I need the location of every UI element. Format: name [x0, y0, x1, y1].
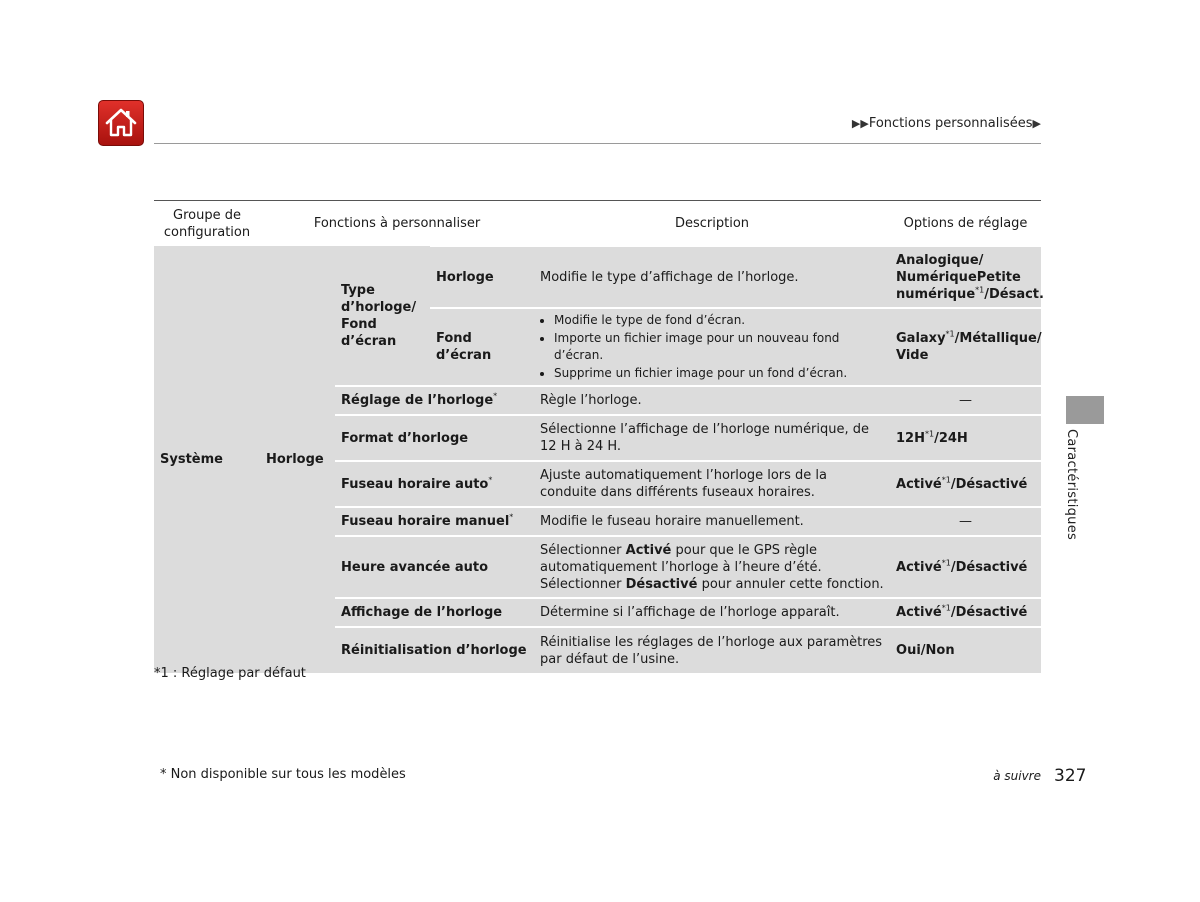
table-header-row	[154, 201, 1041, 247]
breadcrumb-arrow-icon: ▶	[1032, 117, 1041, 130]
setting-options: Galaxy$^{*1}$/Métallique/ Vide	[890, 308, 1041, 386]
continued-label: à suivre	[993, 769, 1041, 783]
setting-description: Règle l’horloge.	[534, 386, 890, 415]
breadcrumb[interactable]	[800, 116, 1041, 131]
setting-name: Affichage de l’horloge	[335, 598, 534, 627]
header-divider	[154, 143, 1041, 144]
home-button[interactable]	[98, 100, 144, 146]
list-item: • Supprime un fichier image pour un fond d’écran.	[554, 365, 884, 383]
setting-description	[534, 308, 890, 386]
setting-options: —	[890, 386, 1041, 415]
setting-options: Analogique/ NumériquePetite numérique$^{*1}$/Désact.	[890, 246, 1041, 308]
setting-description: Réinitialise les réglages de l’horloge aux paramètres par défaut de l’usine.	[534, 627, 890, 673]
setting-name: Réinitialisation d’horloge	[335, 627, 534, 673]
settings-table	[154, 200, 1044, 673]
setting-description: Modifie le type d’affichage de l’horloge.	[534, 246, 890, 308]
list-item: • Modifie le type de fond d’écran.	[554, 312, 884, 330]
setting-options: Activé$^{*1}$/Désactivé	[890, 536, 1041, 598]
setting-name: Réglage de l’horloge*	[335, 386, 534, 415]
setting-name: Format d’horloge	[335, 415, 534, 461]
setting-description: Sélectionne l’affichage de l’horloge numérique, de 12 H à 24 H.	[534, 415, 890, 461]
bullet-list	[540, 312, 884, 382]
setting-options: —	[890, 507, 1041, 536]
side-tab-marker[interactable]	[1066, 396, 1104, 424]
footnote-availability: * Non disponible sur tous les modèles	[160, 767, 406, 782]
header-group: Groupe de configuration	[154, 201, 260, 247]
setting-description: Sélectionner Activé pour que le GPS règle automatiquement l’horloge à l’heure d’été. Sélectionner Désactivé pour annuler cette fonction.	[534, 536, 890, 598]
side-tab-label[interactable]: Caractéristiques	[1064, 429, 1079, 541]
footnote-default: *1 : Réglage par défaut	[154, 666, 306, 681]
group-horloge: Horloge	[260, 246, 335, 673]
setting-description: Détermine si l’affichage de l’horloge apparaît.	[534, 598, 890, 627]
setting-name: Fond d’écran	[430, 308, 534, 386]
subgroup-type-horloge: Type d’horloge/ Fond d’écran	[335, 246, 430, 386]
setting-description: Modifie le fuseau horaire manuellement.	[534, 507, 890, 536]
group-systeme: Système	[154, 246, 260, 673]
setting-options: Activé$^{*1}$/Désactivé	[890, 598, 1041, 627]
table-row	[154, 246, 1041, 308]
list-item: • Importe un fichier image pour un nouveau fond d’écran.	[554, 330, 884, 365]
setting-name: Fuseau horaire auto*	[335, 461, 534, 507]
breadcrumb-label: Fonctions personnalisées	[868, 116, 1033, 131]
header-functions: Fonctions à personnaliser	[260, 201, 534, 247]
setting-name: Fuseau horaire manuel*	[335, 507, 534, 536]
home-icon	[104, 107, 138, 139]
page-number: 327	[1054, 766, 1087, 786]
header-options: Options de réglage	[890, 201, 1041, 247]
header-description: Description	[534, 201, 890, 247]
setting-options: $12H^{*1}/24H$	[890, 415, 1041, 461]
setting-options: Activé$^{*1}$/Désactivé	[890, 461, 1041, 507]
setting-name: Horloge	[430, 246, 534, 308]
setting-options: Oui/Non	[890, 627, 1041, 673]
setting-name: Heure avancée auto	[335, 536, 534, 598]
setting-description: Ajuste automatiquement l’horloge lors de la conduite dans différents fuseaux horaires.	[534, 461, 890, 507]
breadcrumb-arrows-icon: ▶▶	[851, 117, 869, 130]
